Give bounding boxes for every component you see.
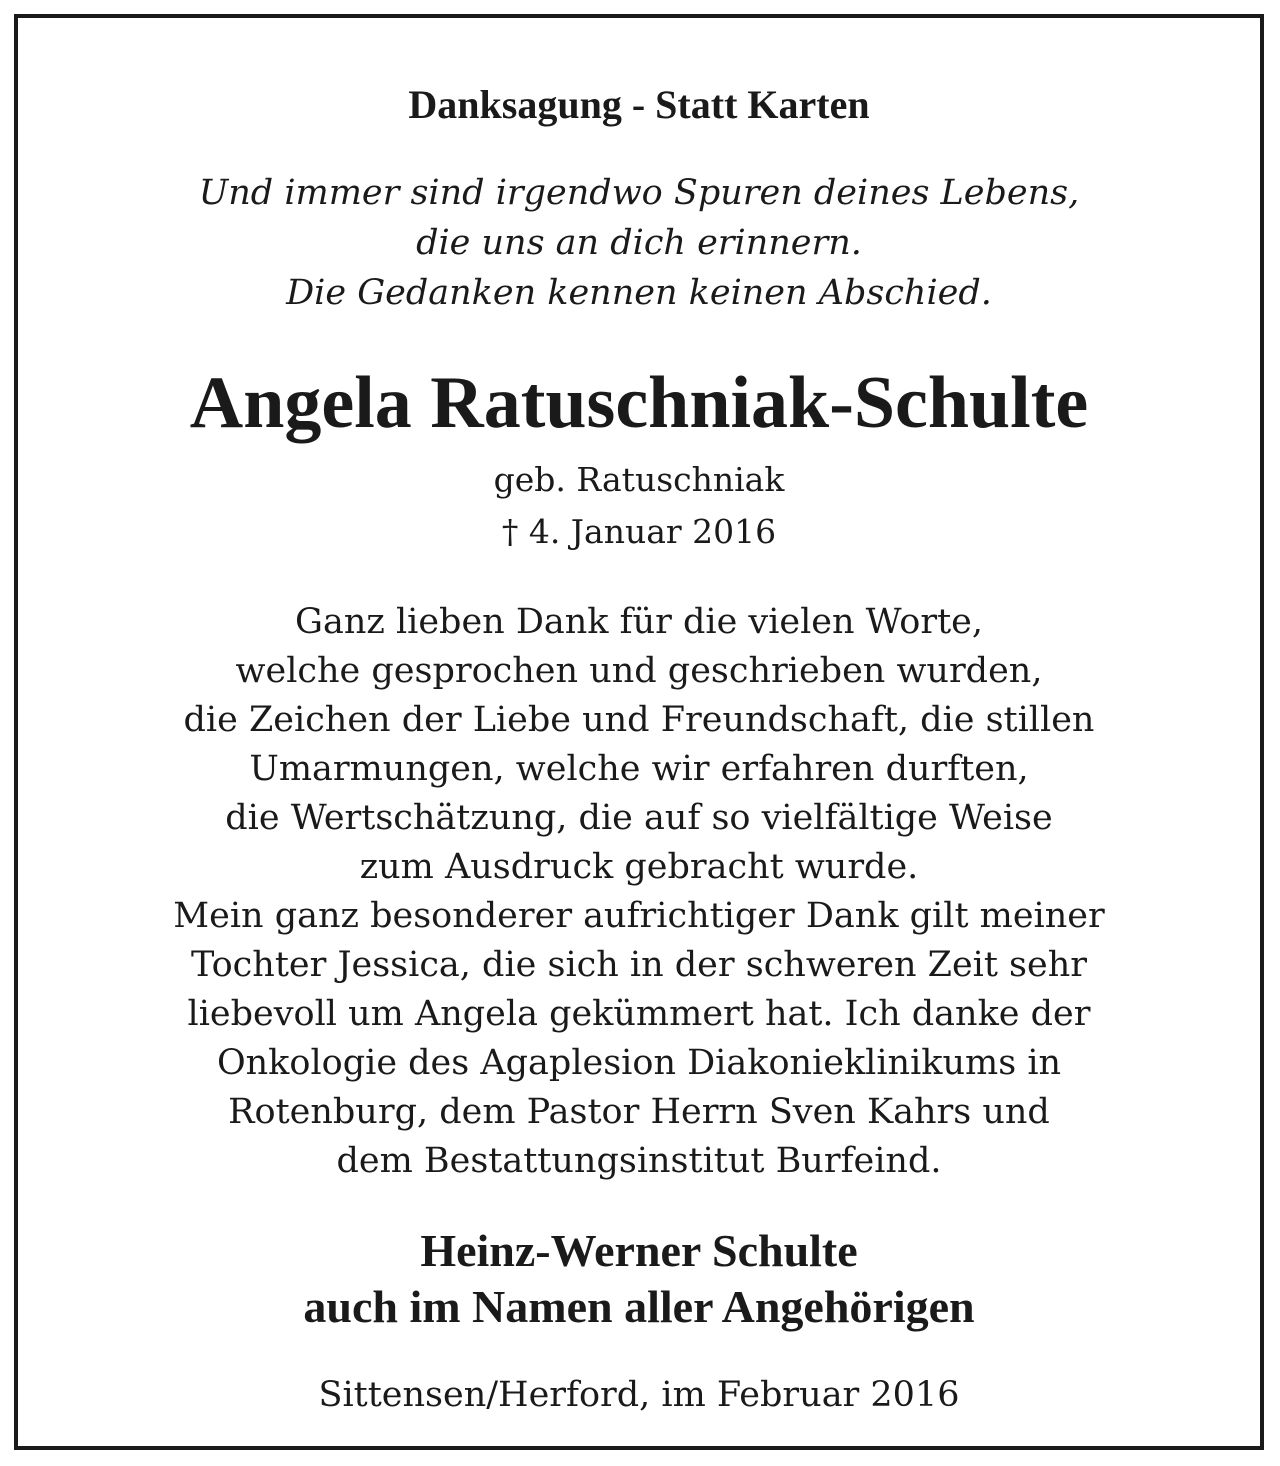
motto-line: Und immer sind irgendwo Spuren deines Lebens,: [198, 173, 1080, 213]
thanks-line: Onkologie des Agaplesion Diakonieklinikums in: [216, 1043, 1062, 1083]
motto-line: Die Gedanken kennen keinen Abschied.: [286, 273, 992, 313]
signature-name: Heinz-Werner Schulte: [420, 1225, 858, 1276]
thanks-line: Ganz lieben Dank für die vielen Worte,: [295, 602, 983, 642]
maiden-name: geb. Ratuschniak: [493, 460, 785, 499]
thanks-line: Mein ganz besonderer aufrichtiger Dank gilt meiner: [173, 896, 1105, 936]
thanks-line: zum Ausdruck gebracht wurde.: [359, 847, 919, 887]
thanks-line: die Wertschätzung, die auf so vielfältige Weise: [225, 798, 1053, 838]
thanks-line: liebevoll um Angela gekümmert hat. Ich danke der: [187, 994, 1091, 1034]
motto: [18, 168, 1260, 318]
death-date: † 4. Januar 2016: [501, 512, 777, 551]
thanks-line: dem Bestattungsinstitut Burfeind.: [336, 1141, 942, 1181]
signature-note: auch im Namen aller Angehörigen: [303, 1281, 975, 1332]
signature: [18, 1223, 1260, 1335]
thanks-line: welche gesprochen und geschrieben wurden,: [235, 651, 1043, 691]
motto-line: die uns an dich erinnern.: [416, 223, 862, 263]
heading: Danksagung - Statt Karten: [408, 82, 870, 127]
obituary-card: [14, 14, 1264, 1450]
deceased-name: Angela Ratuschniak-Schulte: [189, 362, 1089, 444]
thanks-line: Umarmungen, welche wir erfahren durften,: [249, 749, 1029, 789]
thanks-line: Tochter Jessica, die sich in der schweren Zeit sehr: [190, 945, 1087, 985]
thanks-text: [18, 598, 1260, 1186]
place-date: Sittensen/Herford, im Februar 2016: [318, 1375, 960, 1415]
thanks-line: die Zeichen der Liebe und Freundschaft, die stillen: [183, 700, 1095, 740]
thanks-line: Rotenburg, dem Pastor Herrn Sven Kahrs und: [228, 1092, 1050, 1132]
